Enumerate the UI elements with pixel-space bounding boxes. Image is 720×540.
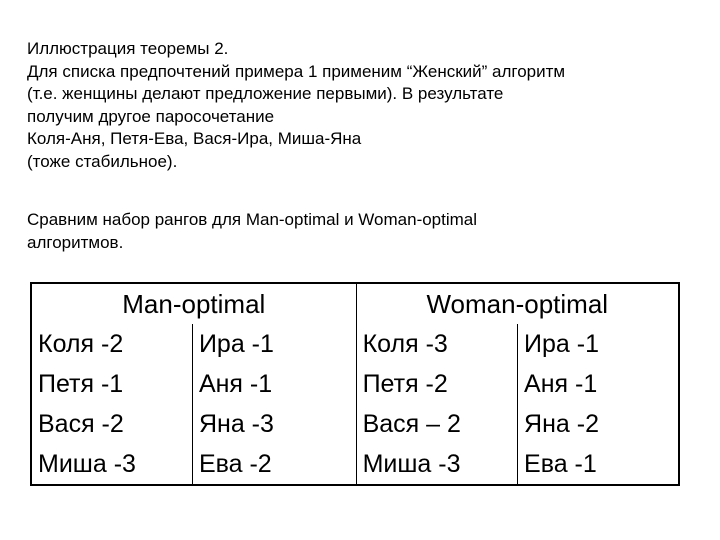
table-row	[31, 404, 679, 444]
compare-text	[27, 208, 697, 254]
woman-optimal-man-rank: Петя -2	[356, 364, 517, 404]
intro-line: (т.е. женщины делают предложение первыми). В результате	[27, 84, 504, 103]
woman-optimal-woman-rank: Ева -1	[518, 444, 679, 485]
man-optimal-man-rank: Миша -3	[38, 449, 136, 478]
table-row	[31, 324, 679, 364]
man-optimal-man-rank: Коля -2	[38, 329, 124, 358]
table-header-row	[31, 283, 679, 324]
woman-optimal-woman-rank: Аня -1	[518, 364, 679, 404]
compare-line: алгоритмов.	[27, 233, 124, 252]
man-optimal-man-rank: Вася -2	[38, 409, 124, 438]
table-row	[31, 364, 679, 404]
compare-line: Сравним набор рангов для Man-optimal и Woman-optimal	[27, 210, 478, 229]
man-optimal-man-rank: Петя -1	[38, 369, 124, 398]
intro-text	[27, 38, 697, 173]
man-optimal-woman-rank: Яна -3	[192, 404, 356, 444]
intro-line: Коля-Аня, Петя-Ева, Вася-Ира, Миша-Яна	[27, 129, 362, 148]
woman-optimal-man-rank: Коля -3	[356, 324, 517, 364]
woman-optimal-header: Woman-optimal	[356, 283, 679, 324]
woman-optimal-man-rank: Миша -3	[356, 444, 517, 485]
intro-line: Иллюстрация теоремы 2.	[27, 39, 229, 58]
man-optimal-woman-rank: Аня -1	[192, 364, 356, 404]
intro-line: Для списка предпочтений примера 1 применим “Женский” алгоритм	[27, 61, 566, 81]
man-optimal-header: Man-optimal	[122, 288, 266, 319]
intro-line: (тоже стабильное).	[27, 151, 178, 171]
man-optimal-woman-rank: Ира -1	[192, 324, 356, 364]
ranks-table	[30, 282, 680, 486]
woman-optimal-woman-rank: Ира -1	[518, 324, 679, 364]
woman-optimal-man-rank: Вася – 2	[356, 404, 517, 444]
man-optimal-woman-rank: Ева -2	[192, 444, 356, 485]
table-row	[31, 444, 679, 485]
woman-optimal-woman-rank: Яна -2	[518, 404, 679, 444]
intro-line: получим другое паросочетание	[27, 106, 275, 126]
